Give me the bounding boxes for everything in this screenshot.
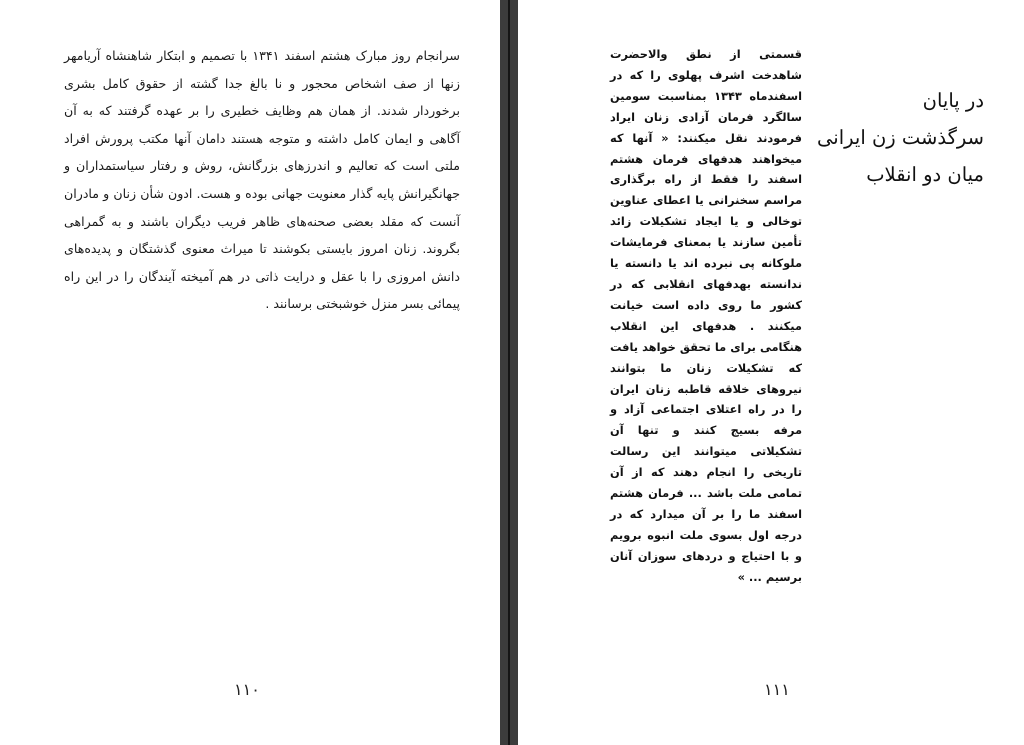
gutter-fold-line [508, 0, 510, 745]
left-page-number: ۱۱۰ [234, 680, 260, 699]
right-page-number: ۱۱۱ [764, 680, 790, 699]
right-title-line-2: سرگذشت زن ایرانی [817, 126, 984, 149]
left-page-body-text: سرانجام روز مبارک هشتم اسفند ۱۳۴۱ با تصمیم و ابتکار شاهنشاه آریامهر زنها از صف اشخاص محجور و نا بالغ جدا گشته از حقوق کامل بشری برخوردار شدند. از همان هم وظایف خطیری را بر عهده گرفتند که به آن آگاهی و ایمان کامل داشته و متوجه هستند دامان آنها مکتب پرورش افراد ملتی است که تعالیم و اندرزهای بزرگانش، روش و رفتار سیاستمداران و جهانگیرانش پایه گذار معنویت جهانی بوده و هست. ادون شأن زنان و مادران آنست که مقلد بعضی صحنه‌های ظاهر فریب دیگران باشند و به گمراهی بگروند. زنان امروز بایستی بکوشند تا میراث معنوی گذشتگان و پدیده‌های دانش امروزی را با عقل و درایت ذاتی در هم آمیخته آیندگان را در این راه پیمائی بسر منزل خوشبختی برسانند . [64, 48, 460, 312]
right-title-line-1: در پایان [922, 89, 984, 112]
right-page [518, 0, 1024, 745]
right-title-line-3: میان دو انقلاب [866, 163, 984, 186]
left-page [0, 0, 500, 745]
book-gutter [500, 0, 518, 745]
right-page-quote-text: قسمتی از نطق والاحضرت شاهدخت اشرف پهلوی را که در اسفندماه ۱۳۴۳ بمناسبت سومین سالگرد فرمان آزادی زنان ایراد فرمودند نقل میکنند: « آنها که میخواهند هدفهای فرمان هشتم اسفند را فقط از راه برگذاری مراسم سخنرانی یا اعطای عناوین توخالی و یا ایجاد تشکیلات زائد تأمین سازند یا بمعنای فرمایشات ملوکانه پی نبرده اند یا دانسته یا ندانسته بهدفهای انقلابی که در کشور ما روی داده است خیانت میکنند . هدفهای این انقلاب هنگامی برای ما تحقق خواهد یافت که تشکیلات زنان ما بتوانند نیروهای خلاقه قاطبه زنان ایران را در راه اعتلای اجتماعی آزاد و مرفه بسیج کنند و تنها آن تشکیلاتی میتوانند این رسالت تاریخی را انجام دهند که از آن تمامی ملت باشد ... فرمان هشتم اسفند ما را بر آن میدارد که در درجه اول بسوی ملت انبوه برویم و با احتیاج و دردهای سوزان آنان برسیم ... » [610, 47, 802, 584]
right-page-title [818, 82, 984, 193]
